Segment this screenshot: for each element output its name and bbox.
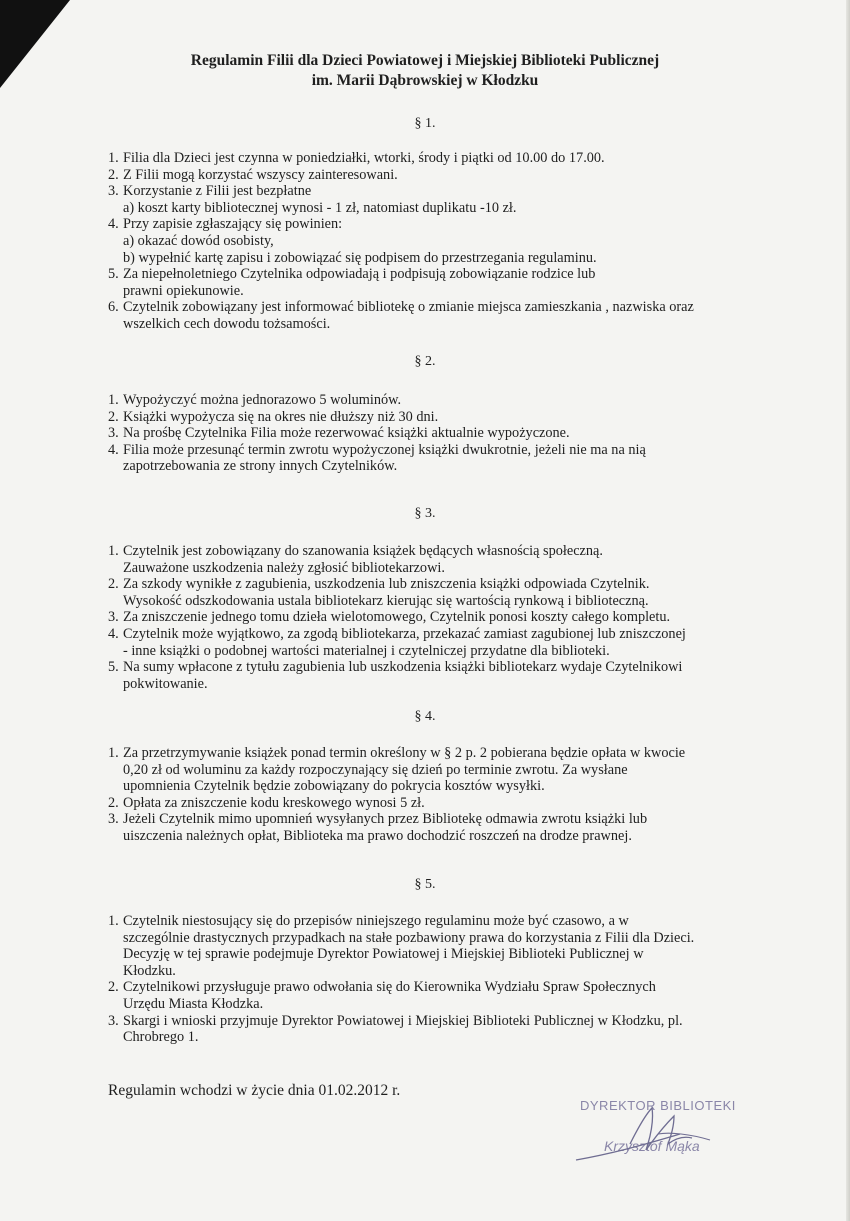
document-title-line1: Regulamin Filii dla Dzieci Powiatowej i Miejskiej Biblioteki Publicznej (190, 52, 660, 69)
effective-date-note: Regulamin wchodzi w życie dnia 01.02.2012 r. (108, 1082, 401, 1099)
section-heading: § 5. (414, 877, 436, 892)
director-stamp (570, 1094, 770, 1174)
stamp-name: Krzysztof Mąka (604, 1138, 700, 1154)
list-item: 2. Czytelnikowi przysługuje prawo odwołania się do Kierownika Wydziału Spraw Społecznych Urzędu Miasta Kłodzka. (108, 979, 656, 1012)
list-item: 2. Z Filii mogą korzystać wszyscy zainteresowani. (108, 166, 398, 183)
section-4-list (108, 745, 778, 845)
section-1-list (108, 150, 778, 333)
list-item: 1. Filia dla Dzieci jest czynna w poniedziałki, wtorki, środy i piątki od 10.00 do 17.00. (108, 150, 605, 166)
section-heading: § 1. (414, 116, 436, 131)
list-item: 5. Na sumy wpłacone z tytułu zagubienia lub uszkodzenia książki bibliotekarz wydaje Czytelnikowi pokwitowanie. (108, 659, 683, 692)
section-heading: § 4. (414, 709, 436, 724)
list-item: 4. Czytelnik może wyjątkowo, za zgodą bibliotekarza, przekazać zamiast zagubionej lub zniszczonej - inne książki o podobnej wartości materialnej i czytelniczej przydatne dla biblioteki. (108, 625, 686, 659)
list-item: 3. Na prośbę Czytelnika Filia może rezerwować książki aktualnie wypożyczone. (108, 425, 570, 442)
list-item: 4. Filia może przesunąć termin zwrotu wypożyczonej książki dwukrotnie, jeżeli nie ma na nią zapotrzebowania ze strony innych Czytelników. (108, 441, 646, 475)
section-5-list (108, 913, 778, 1046)
list-item: 1. Czytelnik jest zobowiązany do szanowania książek będących własnością społeczną. Zauważone uszkodzenia należy zgłosić bibliotekarzowi. (108, 543, 603, 576)
list-item: 1. Za przetrzymywanie książek ponad termin określony w § 2 p. 2 pobierana będzie opłata w kwocie 0,20 zł od woluminu za każdy rozpoczynający się dzień po terminie zwrotu. Za wysłane upomnienia Czytelnik będzie zobowiązany do pokrycia kosztów wysyłki. (108, 745, 686, 795)
scan-right-edge (846, 0, 850, 1221)
signature-icon (570, 1094, 770, 1174)
list-item: 6. Czytelnik zobowiązany jest informować bibliotekę o zmianie miejsca zamieszkania , nazwiska oraz wszelkich cech dowodu tożsamości. (108, 299, 694, 332)
list-item: 1. Wypożyczyć można jednorazowo 5 woluminów. (108, 392, 402, 408)
list-item: 3. Jeżeli Czytelnik mimo upomnień wysyłanych przez Bibliotekę odmawia zwrotu książki lub uiszczenia należnych opłat, Biblioteka ma prawo dochodzić roszczeń na drodze prawnej. (108, 811, 648, 844)
stamp-title: DYREKTOR BIBLIOTEKI (580, 1098, 736, 1113)
section-3-list (108, 543, 778, 692)
list-item: 2. Książki wypożycza się na okres nie dłuższy niż 30 dni. (108, 408, 439, 425)
list-item: 2. Opłata za zniszczenie kodu kreskowego wynosi 5 zł. (108, 794, 425, 811)
section-2-list (108, 392, 778, 475)
list-item: 4. Przy zapisie zgłaszający się powinien: a) okazać dowód osobisty, b) wypełnić kartę zapisu i zobowiązać się podpisem do przestrzegania regulaminu. (108, 216, 597, 266)
list-item: 3. Skargi i wnioski przyjmuje Dyrektor Powiatowej i Miejskiej Biblioteki Publicznej w Kłodzku, pl. Chrobrego 1. (108, 1012, 683, 1046)
document-title-line2: im. Marii Dąbrowskiej w Kłodzku (311, 72, 539, 89)
list-item: 3. Za zniszczenie jednego tomu dzieła wielotomowego, Czytelnik ponosi koszty całego kompletu. (108, 609, 671, 626)
list-item: 5. Za niepełnoletniego Czytelnika odpowiadają i podpisują zobowiązanie rodzice lub prawni opiekunowie. (108, 266, 596, 299)
section-heading: § 3. (414, 506, 436, 521)
section-heading: § 2. (414, 354, 436, 369)
list-item: 1. Czytelnik niestosujący się do przepisów niniejszego regulaminu może być czasowo, a w szczególnie drastycznych przypadkach na stałe pozbawiony prawa do korzystania z Filii dla Dzieci. Decyzję w tej sprawie podejmuje Dyrektor Powiatowej i Miejskiej Biblioteki Publicznej w Kłodzku. (108, 913, 695, 979)
list-item: 2. Za szkody wynikłe z zagubienia, uszkodzenia lub zniszczenia książki odpowiada Czytelnik. Wysokość odszkodowania ustala bibliotekarz kierując się wartością rynkową i biblioteczną. (108, 576, 650, 609)
list-item: 3. Korzystanie z Filii jest bezpłatne a) koszt karty bibliotecznej wynosi - 1 zł, natomiast duplikatu -10 zł. (108, 183, 517, 216)
